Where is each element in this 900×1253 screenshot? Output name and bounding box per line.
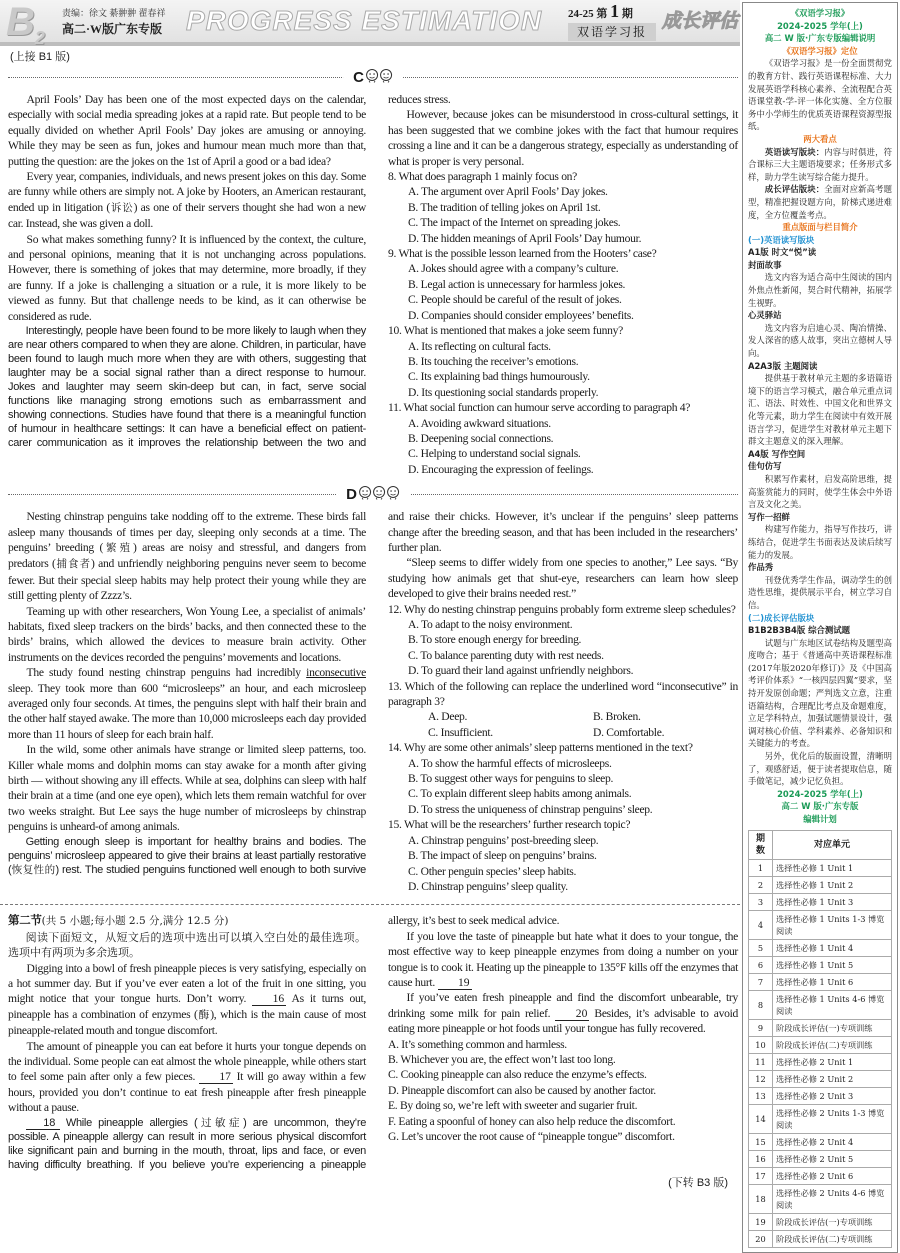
option-list [388,1037,738,1145]
sidebar-text: 另外，优化后的版面设置，清晰明了，观感舒适，便于读者提取信息，随手做笔记，减少记忆负担。 [748,751,892,787]
section2-title: 第二节 [8,913,42,928]
answer-option[interactable]: D. The hidden meanings of April Fools’ Day humour. [408,231,642,245]
paragraph: Interestingly, people have been found to be more likely to laugh when they are near others compared to when they are alone. Children, in particular, have been found to laugh much more when they are with others, suggesting that laughter may be a social signal rather than a direct response to humour. Jokes and laughter may seem skin-deep but can, in fact, serve social functions like managing strong emotions such as embarrassment and showing connections. Studies have found that there is a meaningful function of humour in healthcare settings: It can have a beneficial effect on patient-carer communication as it improves the relationship between the two and [8,325,366,450]
sidebar-green-title [748,32,892,45]
answer-option[interactable]: B. To store enough energy for breeding. [408,633,582,647]
sidebar-orange-heading [748,133,892,146]
paragraph: and raise their chicks. However, it’s unclear if the penguins’ sleep patterns change after the breeding season, and that has been included in the researchers’ further plan. [388,510,738,554]
answer-option[interactable]: D. Chinstrap penguins’ sleep quality. [408,879,568,893]
sidebar-text: 2024-2025 学年(上) [777,20,863,31]
plan-unit: 选择性必修 1 Units 1-3 博览阅读 [773,910,892,939]
sidebar-blue-heading [748,612,892,625]
col-header-issue: 期数 [749,830,773,859]
sidebar-text: 封面故事 [748,259,782,270]
difficulty-face-icon [365,68,379,83]
plan-unit: 选择性必修 2 Units 1-3 博览阅读 [773,1104,892,1133]
chinese-gloss: 恢复性的 [11,863,56,876]
sidebar-paragraph [748,750,892,788]
sidebar-text: (一)英语读写版块 [748,234,815,245]
answer-option[interactable]: D. To guard their land against unfriendly neighbors. [408,664,634,678]
plan-unit: 选择性必修 1 Unit 2 [773,876,892,893]
sidebar-text: 积累写作素材，启发高阶思维，提高鉴赏能力的同时，使学生体会中外语言及文化之美。 [748,473,892,510]
page-letter: B [6,0,35,44]
plan-issue: 13 [749,1087,773,1104]
sidebar-text: B1B2B3B4版 综合测试题 [748,625,851,636]
plan-unit: 选择性必修 1 Unit 3 [773,893,892,910]
answer-option[interactable]: D. Companies should consider employees’ benefits. [408,308,634,322]
answer-option[interactable]: C. Its explaining bad things humourously. [408,370,590,384]
question [388,400,738,477]
continued-to: (下转 B3 版) [668,1176,728,1189]
plan-row [749,910,892,939]
plan-unit: 选择性必修 2 Unit 1 [773,1053,892,1070]
paragraph: Teaming up with other researchers, Won Young Lee, a specialist of animals’ habitats, fixed sleep trackers on the birds’ backs, and then connected these to the birds’ brains, which allowed the devices to measure brain activity. Other instruments on the devices recorded the penguins’ movements and locations. [8,604,366,664]
plan-row [749,1167,892,1184]
sidebar-lead: 英语读写版块： [764,146,825,157]
passage-c-column-1 [8,92,366,477]
sidebar-text: 心灵驿站 [748,310,782,321]
sidebar-subheading [748,624,892,637]
page-header [0,0,740,46]
answer-option[interactable]: B. Legal action is unnecessary for harmless jokes. [408,277,626,291]
passage-d-column-1 [8,509,366,894]
underlined-word: inconsecutive [306,666,366,680]
blank-20[interactable]: 20 [555,1008,589,1021]
question-stem: 9. What is the possible lesson learned from the Hooters’ case? [388,247,657,261]
sidebar-paragraph [748,523,892,561]
sidebar-text: 构建写作能力，指导写作技巧，讲练结合，促进学生书面表达及读后续写能力的发展。 [748,524,892,560]
sidebar-paragraph [748,57,892,133]
sidebar-green-title [748,20,892,33]
answer-option[interactable]: B. Whichever you are, the effect won’t last too long. [388,1052,616,1066]
plan-row [749,859,892,876]
plan-unit: 选择性必修 2 Unit 4 [773,1133,892,1150]
plan-unit: 阶段成长评估(一)专项训练 [773,1019,892,1036]
paragraph: The amount of pineapple you can eat before it hurts your tongue depends on the individual. Some people can eat almost the whole pineapple, while others start to feel some pain after only a few pieces. 17 It will go away within a few hours, provided you don’t continue to eat fresh pineapple after fresh pineapple without a pause. [8,1039,366,1115]
question [388,679,738,741]
plan-unit: 阶段成长评估(二)专项训练 [773,1036,892,1053]
answer-option[interactable]: B. Its touching the receiver’s emotions. [408,354,579,368]
answer-option[interactable]: B. The impact of sleep on penguins’ brains. [408,849,597,863]
sidebar-subheading [748,309,892,322]
passage-d-divider [8,485,738,503]
continued-from: (上接 B1 版) [10,51,70,63]
plan-unit: 选择性必修 2 Unit 5 [773,1150,892,1167]
paragraph: April Fools’ Day has been one of the most expected days on the calendar, especially with social media spreading jokes at a rapid rate. But people tend to be equally divided on whether April Fools’ Day jokes are amusing or annoying. While they may be seen as fun, jokes and humour mean much more than that, putting the question: are the jokes on the 1st of April a good or a bad idea? [8,93,366,168]
sidebar-text: 2024-2025 学年(上) [777,788,863,799]
sidebar-text: 《双语学习报》 [790,8,850,18]
plan-table-body [749,859,892,1247]
sidebar-blocks [748,7,892,826]
paragraph: “Sleep seems to differ widely from one species to another,” Lee says. “By studying how animals get that shut-eye, researchers can learn how sleep developed to give their brains needed rest.” [388,556,738,601]
sidebar-text: 提供基于教材单元主题的多语篇语境下的语言学习模式，融合单元重点词汇、语法、时效性、中国文化和世界文化等元素，助力学生在阅读中有效开展语言学习，促进学生对教材单元主题下群文主题意义的深入理解。 [748,373,892,447]
sidebar-text: 重点版面与栏目简介 [782,222,858,233]
sidebar-subheading [748,561,892,574]
plan-issue: 5 [749,939,773,956]
sidebar-paragraph [748,271,892,309]
issue-number: 1 [610,1,620,21]
answer-option[interactable]: C. Helping to understand social signals. [408,447,581,461]
sidebar-text: 试题与广东地区试卷结构及题型高度吻合；基于《普通高中英语课程标准(2017年版2020年修订)》及《中国高考评价体系》“一核四层四翼”要求，坚持开发原创命题；严判选文立意，注重语篇结构，合理配比考点及命题难度，立足学科特点，加强试题情景设计，强调对核心价值、学科素养、必备知识和关键能力的考查。 [748,637,892,749]
plan-row [749,1070,892,1087]
passage-c-divider [8,68,738,86]
paragraph: If you love the taste of pineapple but hate what it does to your tongue, the most effective way to keep pineapple enzymes from doing a number on your tongue is to cook it. Heating up the pineapple to 135°F kills off the enzymes that cause hurt. 19 [388,929,738,989]
editorial-plan-table [748,830,892,1248]
plan-unit: 阶段成长评估(一)专项训练 [773,1213,892,1230]
answer-option[interactable]: E. By doing so, we’re left with sweeter and sugarier fruit. [388,1099,638,1113]
blank-18[interactable]: 18 [26,1117,60,1130]
sidebar-subheading [748,448,892,461]
section2-column-2 [388,913,738,1171]
answer-option[interactable]: B. The tradition of telling jokes on April 1st. [408,200,601,214]
plan-issue: 2 [749,876,773,893]
sidebar-text: 《双语学习报》定位 [782,45,858,56]
answer-option[interactable]: B. Broken. [593,710,641,724]
plan-unit: 选择性必修 2 Unit 6 [773,1167,892,1184]
blank-16[interactable]: 16 [252,993,286,1006]
paragraph: reduces stress. [388,93,451,106]
plan-issue: 3 [749,893,773,910]
answer-option[interactable]: D. Pineapple discomfort can also be caused by another factor. [388,1083,656,1097]
question [388,817,738,894]
sidebar-paragraph [748,637,892,750]
chinese-gloss: 繁殖 [103,541,134,554]
answer-option[interactable]: A. To adapt to the noisy environment. [408,618,573,631]
plan-row [749,1150,892,1167]
passage-c-column-2 [388,92,738,477]
plan-unit: 选择性必修 1 Unit 4 [773,939,892,956]
answer-option[interactable]: A. The argument over April Fools’ Day jokes. [408,185,608,199]
paragraph: If you’ve eaten fresh pineapple and find the discomfort unbearable, try drinking some milk for pain relief. 20 Besides, it’s advisable to avoid eating more pineapple or hot foods until your tongue has fully recovered. [388,991,738,1036]
plan-unit: 选择性必修 1 Unit 5 [773,956,892,973]
col-header-unit: 对应单元 [773,830,892,859]
question [388,602,738,679]
option-grid [388,709,738,740]
plan-issue: 4 [749,910,773,939]
passage-c [0,92,740,477]
plan-issue: 9 [749,1019,773,1036]
sidebar-text: 刊登优秀学生作品，调动学生的创造性思维，提供展示平台，树立学习自信。 [748,574,892,610]
question-stem: 8. What does paragraph 1 mainly focus on? [388,170,578,184]
paragraph: The study found nesting chinstrap penguins had incredibly inconsecutive sleep. They took more than 600 “microsleeps” an hour, and each microsleep averaged only four seconds. At times, the penguins slept with half their brain and the other half stayed awake. The more than 10,000 microsleeps each day provided more than 11 hours of sleep for each brain half. [8,666,366,741]
question-stem: 14. Why are some other animals’ sleep patterns mentioned in the text? [388,741,693,755]
sidebar-paragraph [748,322,892,360]
sidebar-green-title [748,813,892,826]
plan-issue: 7 [749,973,773,990]
question [388,740,738,817]
paragraph: Nesting chinstrap penguins take nodding off to the extreme. These birds fall asleep many thousands of times per day, sleeping only seconds at a time. The penguins’ breeding (繁殖) areas are noisy and stressful, and dangers from predators (捕食者) and unfriendly neighboring penguins never seem to become fewer. But their special sleep habits may help protect their young while they are still getting plenty of Zzzz’s. [8,510,366,603]
answer-option[interactable]: A. Avoiding awkward situations. [408,416,551,430]
answer-option[interactable]: B. To suggest other ways for penguins to sleep. [408,772,614,786]
answer-option[interactable]: A. Deep. [428,710,468,724]
plan-unit: 选择性必修 1 Units 4-6 博览阅读 [773,990,892,1019]
chinese-gloss: 诉讼 [109,201,134,214]
plan-issue: 16 [749,1150,773,1167]
plan-row [749,1053,892,1070]
sidebar-text: 《双语学习报》是一份全面贯彻党的教育方针、践行英语课程标准、大力发展英语学科核心素养、全流程配合英语课堂教-学-评一体化实施、全方位服务中小学师生的优质英语课程资源型报纸。 [748,58,892,132]
section2 [0,913,740,1171]
plan-unit: 选择性必修 2 Unit 3 [773,1087,892,1104]
sidebar-text: 写作一招鲜 [748,511,790,522]
answer-option[interactable]: D. To stress the uniqueness of chinstrap penguins’ sleep. [408,802,653,816]
answer-option[interactable]: C. The impact of the Internet on spreading jokes. [408,216,621,230]
section2-column-1 [8,913,366,1171]
sidebar-subheading [748,511,892,524]
plan-issue: 15 [749,1133,773,1150]
sidebar-green-title [748,800,892,813]
sidebar-paragraph [748,372,892,448]
chinese-gloss: 酶 [197,1008,211,1021]
plan-row [749,1104,892,1133]
answer-option[interactable]: C. Cooking pineapple can also reduce the enzyme’s effects. [388,1068,647,1082]
banner-title: PROGRESS ESTIMATION [186,5,543,36]
plan-row [749,1019,892,1036]
sidebar-subheading [748,246,892,259]
blank-19[interactable]: 19 [438,977,472,990]
plan-row [749,1133,892,1150]
plan-row [749,893,892,910]
question-stem: 12. Why do nesting chinstrap penguins probably form extreme sleep schedules? [388,602,736,616]
editorial-sidebar [742,2,898,1253]
sidebar-subheading [748,360,892,373]
sidebar-text: 两大看点 [803,133,837,144]
sidebar-orange-heading [748,221,892,234]
answer-option[interactable]: A. Chinstrap penguins’ post-breeding sleep. [408,833,599,847]
plan-row [749,956,892,973]
plan-issue: 20 [749,1230,773,1247]
plan-row [749,1087,892,1104]
issue-prefix: 24-25 第 [568,8,608,20]
sidebar-text: 高二 W 版·广东专版编辑说明 [764,33,876,44]
passage-d [0,509,740,894]
plan-issue: 10 [749,1036,773,1053]
paper-name: 双语学习报 [568,23,656,41]
sidebar-lead: 成长评估版块： [764,184,825,195]
paragraph: Getting enough sleep is important for healthy brains and bodies. The penguins’ microsleep appeared to give their brains at least partially restorative (恢复性的) rest. The studied penguins functioned well enough to both survive [8,835,366,876]
question-stem: 15. What will be the researchers’ further research topic? [388,818,631,832]
chinese-gloss: 捕食者 [55,558,91,571]
sidebar-text: A1版 时文“悦”读 [748,247,817,258]
paragraph: allergy, it’s best to seek medical advice. [388,914,560,928]
main-content [0,46,740,1200]
passage-d-column-2 [388,509,738,894]
answer-option[interactable]: F. Eating a spoonful of honey can also help reduce the discomfort. [388,1114,676,1128]
sidebar-orange-heading [748,45,892,58]
question [388,323,738,400]
page-number: 2 [34,28,45,48]
plan-issue: 8 [749,990,773,1019]
question-stem: 11. What social function can humour serve according to paragraph 4? [388,401,691,415]
paragraph: 18 While pineapple allergies (过敏症) are uncommon, they’re possible. A pineapple allergy can result in more serious physical discomfort like significant pain and burning in the mouth, throat, lips and face, or even having difficulty breathing. If you believe you’re experiencing a pineapple [8,1116,367,1171]
plan-unit: 选择性必修 2 Units 4-6 博览阅读 [773,1184,892,1213]
section2-scoring: (共 5 小题;每小题 2.5 分,满分 12.5 分) [41,915,229,928]
plan-row [749,1213,892,1230]
plan-row [749,973,892,990]
plan-issue: 18 [749,1184,773,1213]
answer-option[interactable]: C. Other penguin species’ sleep habits. [408,864,577,878]
plan-issue: 14 [749,1104,773,1133]
sidebar-text: A4版 写作空间 [748,448,806,459]
sidebar-blue-heading [748,234,892,247]
passage-letter: C [353,69,364,86]
answer-option[interactable]: A. It’s something common and harmless. [388,1037,567,1051]
paragraph: Digging into a bowl of fresh pineapple pieces is very satisfying, especially on a hot summer day. But if you’ve ever eaten a lot of the fruit in one sitting, you might notice that your tongue hurts. Don’t worry. 16 As it turns out, pineapple has a combination of enzymes (酶), which is the main cause of most pineapple-related mouth and tongue discomfort. [8,961,366,1038]
question [388,169,738,246]
sidebar-text: 高二 W 版·广东专版 [781,801,859,812]
plan-issue: 17 [749,1167,773,1184]
issue-suffix: 期 [621,8,633,20]
sidebar-text: 选文内容为启迪心灵、陶冶情操、发人深省的感人故事，突出立德树人导向。 [748,322,892,359]
plan-row [749,876,892,893]
paragraph: In the wild, some other animals have strange or limited sleep patterns, too. Killer whale moms and dolphin moms can stay awake for a month after giving birth — without showing any ill effects. While at sea, dolphins can sleep with half their brain at a time (and one eye open), which lets them remain watchful for over two weeks straight. But Lee says the huge number of microsleeps by chinstrap penguins is unheard-of among animals. [8,743,366,834]
section2-instruction: 阅读下面短文，从短文后的选项中选出可以填入空白处的最佳选项。选项中有两项为多余选项。 [8,930,366,960]
plan-unit: 选择性必修 2 Unit 2 [773,1070,892,1087]
section-title: 成长评估 [662,10,739,32]
answer-option[interactable]: D. Encouraging the expression of feelings. [408,462,594,476]
answer-option[interactable]: D. Comfortable. [593,725,665,739]
edition: 高二·W版广东专版 [62,22,163,36]
sidebar-text: 作品秀 [748,562,774,573]
answer-option[interactable]: C. People should be careful of the result of jokes. [408,293,622,307]
plan-unit: 阶段成长评估(二)专项训练 [773,1230,892,1247]
plan-row [749,1036,892,1053]
sidebar-green-title [748,788,892,801]
editors: 责编：徐文 綦翀翀 翟春祥 [62,8,166,18]
section2-heading [8,913,366,929]
answer-option[interactable]: A. Its reflecting on cultural facts. [408,339,551,353]
sidebar-green-title [748,7,892,20]
sidebar-text: 选文内容为适合高中生阅读的国内外焦点性新闻，契合时代精神，拓展学生视野。 [748,272,892,308]
sidebar-text: 编辑计划 [803,814,837,824]
paragraph: However, because jokes can be misunderstood in cross-cultural settings, it has been suggested that we combine jokes with the fact that humour requires crossing a line and it can be a dangerous strategy, especially as understanding of what is proper is very personal. [388,108,738,168]
sidebar-paragraph [748,473,892,511]
question [388,246,738,323]
answer-option[interactable]: D. Its questioning social standards properly. [408,385,599,399]
plan-issue: 1 [749,859,773,876]
chinese-gloss: 过敏症 [197,1116,244,1129]
sidebar-text: 佳句仿写 [748,461,782,472]
question-stem: 13. Which of the following can replace the underlined word “inconsecutive” in paragraph 3? [388,679,738,709]
plan-issue: 12 [749,1070,773,1087]
plan-unit: 选择性必修 1 Unit 1 [773,859,892,876]
answer-option[interactable]: A. To show the harmful effects of microsleeps. [408,756,612,770]
plan-row [749,939,892,956]
sidebar-paragraph [748,183,892,221]
sidebar-subheading [748,259,892,272]
answer-option[interactable]: A. Jokes should agree with a company’s culture. [408,262,619,276]
sidebar-paragraph [748,574,892,612]
sidebar-text: 全面对应新高考题型，精准把握设题方向，阶梯式递进难度，全方位覆盖考点。 [748,184,893,220]
plan-row [749,1184,892,1213]
passage-letter: D [346,486,357,504]
answer-option[interactable]: C. To explain different sleep habits among animals. [408,787,632,801]
blank-17[interactable]: 17 [199,1071,233,1084]
plan-issue: 11 [749,1053,773,1070]
answer-option[interactable]: G. Let’s uncover the root cause of “pineapple tongue” discomfort. [388,1130,675,1143]
plan-issue: 19 [749,1213,773,1230]
sidebar-text: 内容与时俱进，符合课标三大主题语境要求；任务形式多样，助力学生读写综合能力提升。 [748,146,893,182]
difficulty-face-icon [358,485,372,500]
answer-option[interactable]: B. Deepening social connections. [408,431,554,445]
plan-row [749,990,892,1019]
question-stem: 10. What is mentioned that makes a joke seem funny? [388,324,623,338]
plan-issue: 6 [749,956,773,973]
sidebar-subheading [748,460,892,473]
plan-row [749,1230,892,1247]
issue [568,1,633,24]
answer-option[interactable]: C. Insufficient. [428,725,493,739]
paragraph: So what makes something funny? It is influenced by the context, the culture, and personal opinions, meaning that it is not unchanging across populations. However, there is something of jokes that may determine, more broadly, if they are funny. If a joke is challenging a situation or a rule, it is more likely to be viewed as funny. But that challenge needs to be kind, as it can otherwise be considered as rude. [8,232,366,323]
sidebar-text: (二)成长评估版块 [748,612,815,623]
paragraph: Every year, companies, individuals, and news present jokes on this day. Some are funny while others are simply not. A joke by Hooters, an American restaurant, ended up in litigation (诉讼) as one of their servers thought she had won a new car. Instead, she was given a doll. [8,170,366,231]
sidebar-text: A2A3版 主题阅读 [748,360,818,371]
section2-col1-body [8,961,366,1172]
difficulty-face-icon [386,485,400,500]
difficulty-face-icon [372,485,386,500]
plan-unit: 选择性必修 1 Unit 6 [773,973,892,990]
section-separator [0,904,740,905]
difficulty-face-icon [379,68,393,83]
sidebar-paragraph [748,146,892,184]
answer-option[interactable]: C. To balance parenting duty with rest needs. [408,648,604,662]
